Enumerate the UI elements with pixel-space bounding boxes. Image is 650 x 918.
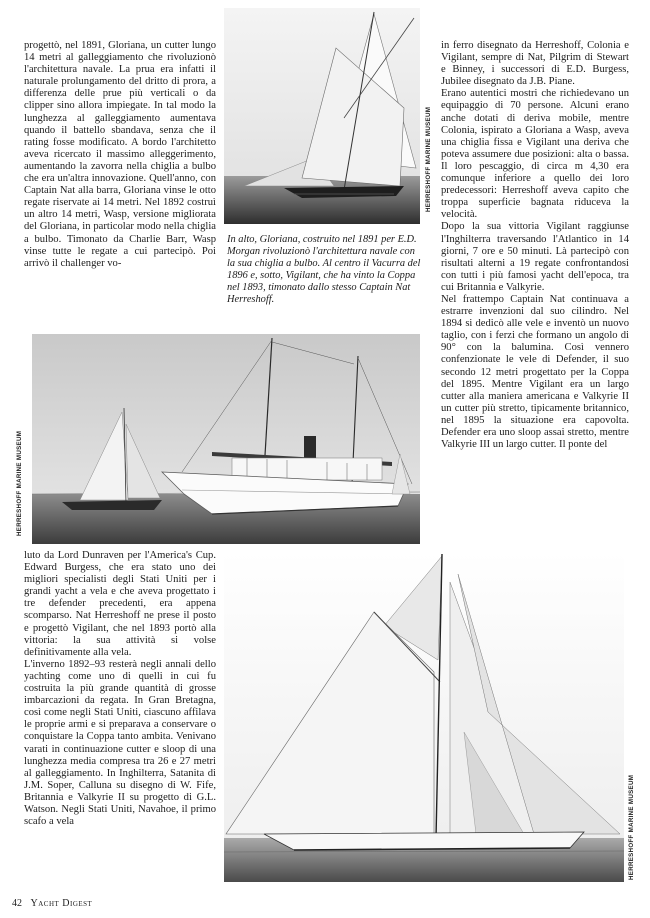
column-left-top xyxy=(24,40,216,325)
magazine-name: Yacht Digest xyxy=(30,898,93,909)
photo-gloriana xyxy=(224,8,420,224)
paragraph: progettò, nel 1891, Gloriana, un cutter lungo 14 metri al galleggiamento che rivoluzionò l'architettura navale. La prua era infatti il naturale prolungamento del dritto di prora, a differenza delle prue più verticali o da clipper sino allora impiegate. In tal modo la lunghezza al galleggiamento aumentava quando il battello sbandava, senza che il rating fosse modificato. A bordo l'architetto aveva ricercato il massimo alleggerimento, aumentando la zavorra nella chiglia a bulbo che era un'altra innovazione. Quell'anno, con Captain Nat alla barra, Gloriana vinse le otto regate riservate ai 14 metri. Nel 1892 costruì un altro 14 metri, Wasp, versione migliorata del Gloriana, in particolar modo nella chiglia a bulbo. Timonato da Charlie Barr, Wasp vinse tutte le regate a cui partecipò. Poi arrivò il challenger vo- xyxy=(24,40,216,269)
page-number: 42 xyxy=(12,898,22,909)
paragraph: L'inverno 1892–93 resterà negli annali dello yachting come uno di quelli in cui fu costruita la più grande quantità di grosse imbarcazioni da regata. In Gran Bretagna, così come negli Stati Uniti, ciascuno affilava le proprie armi e si preparava a conservare o conquistare la Coppa tanto ambita. Venivano varati in continuazione cutter e sloop di una lunghezza media compresa tra 26 e 27 metri al galleggiamento. In Inghilterra, Satanita di J.M. Soper, Calluna su disegno di W. Fife, Britannia e Valkyrie II su progetto di G.L. Watson. Negli Stati Uniti, Navahoe, il primo scafo a vela xyxy=(24,658,216,828)
photo-vigilant xyxy=(224,552,624,882)
paragraph: Nel frattempo Captain Nat continuava a estrarre invenzioni dal suo cilindro. Nel 1894 si dedicò alle vele e inventò un nuovo taglio, con i ferzi che formano un angolo di 90° con la balumina. Così vennero confenzionate le vele di Defender, il suo secondo 12 metri progettato per la Coppa del 1895. Mentre Vigilant era un largo cutter alla maniera americana e Valkyrie II un cutter più stretto, tipicamente britannico, nel 1895 la situazione era capovolta. Defender era uno sloop assai stretto, mentre Valkyrie III un largo cutter. Il ponte del xyxy=(441,293,629,451)
paragraph: Dopo la sua vittoria Vigilant raggiunse l'Inghilterra traversando l'Atlantico in 14 giorni, 7 ore e 50 minuti. Là partecipò con risultati alterni a 19 regate confrontandosi con tutti i più famosi yacht dell'epoca, tra cui Britannia e Valkyrie. xyxy=(441,221,629,293)
column-left-bottom xyxy=(24,550,216,895)
paragraph: Erano autentici mostri che richiedevano un equipaggio di 70 persone. Alcuni erano anche dotati di deriva mobile, mentre Colonia, ispirato a Gloriana a Wasp, aveva una chiglia fissa e Vigilant una deriva che poteva assumere due posizioni: alta o bassa. Il loro pescaggio, di circa m 4,30 era comunque inferiore a quello dei loro predecessori: Herreshoff aveva capito che troppa superficie bagnata riduceva la velocità. xyxy=(441,88,629,221)
photo-credit-vacurra: HERRESHOFF MARINE MUSEUM xyxy=(16,430,23,536)
photo-credit-gloriana: HERRESHOFF MARINE MUSEUM xyxy=(425,106,432,212)
paragraph: luto da Lord Dunraven per l'America's Cup. Edward Burgess, che era stato uno dei migliori specialisti degli Stati Uniti per i grandi yacht a vela e che aveva progettato i tre defender precedenti, era appena scomparso. Nat Herreshoff ne prese il posto e progettò Vigilant, che nel 1893 portò alla vittoria: la sua attività si volse definitivamente alla vela. xyxy=(24,550,216,658)
photo-credit-vigilant: HERRESHOFF MARINE MUSEUM xyxy=(628,774,635,880)
page-footer xyxy=(12,898,92,909)
photo-caption: In alto, Gloriana, costruito nel 1891 per E.D. Morgan rivoluzionò l'architettura navale con la sua chiglia a bulbo. Al centro il Vacurra del 1896 e, sotto, Vigilant, che ha vinto la Coppa nel 1893, timonato dallo stesso Captain Nat Herreshoff. xyxy=(227,234,421,306)
paragraph: in ferro disegnato da Herreshoff, Colonia e Vigilant, sempre di Nat, Pilgrim di Stewart e Binney, i successori di E.D. Burgess, Jubilee disegnato da J.B. Piane. xyxy=(441,40,629,88)
column-right xyxy=(441,40,629,572)
photo-vacurra xyxy=(32,334,420,544)
